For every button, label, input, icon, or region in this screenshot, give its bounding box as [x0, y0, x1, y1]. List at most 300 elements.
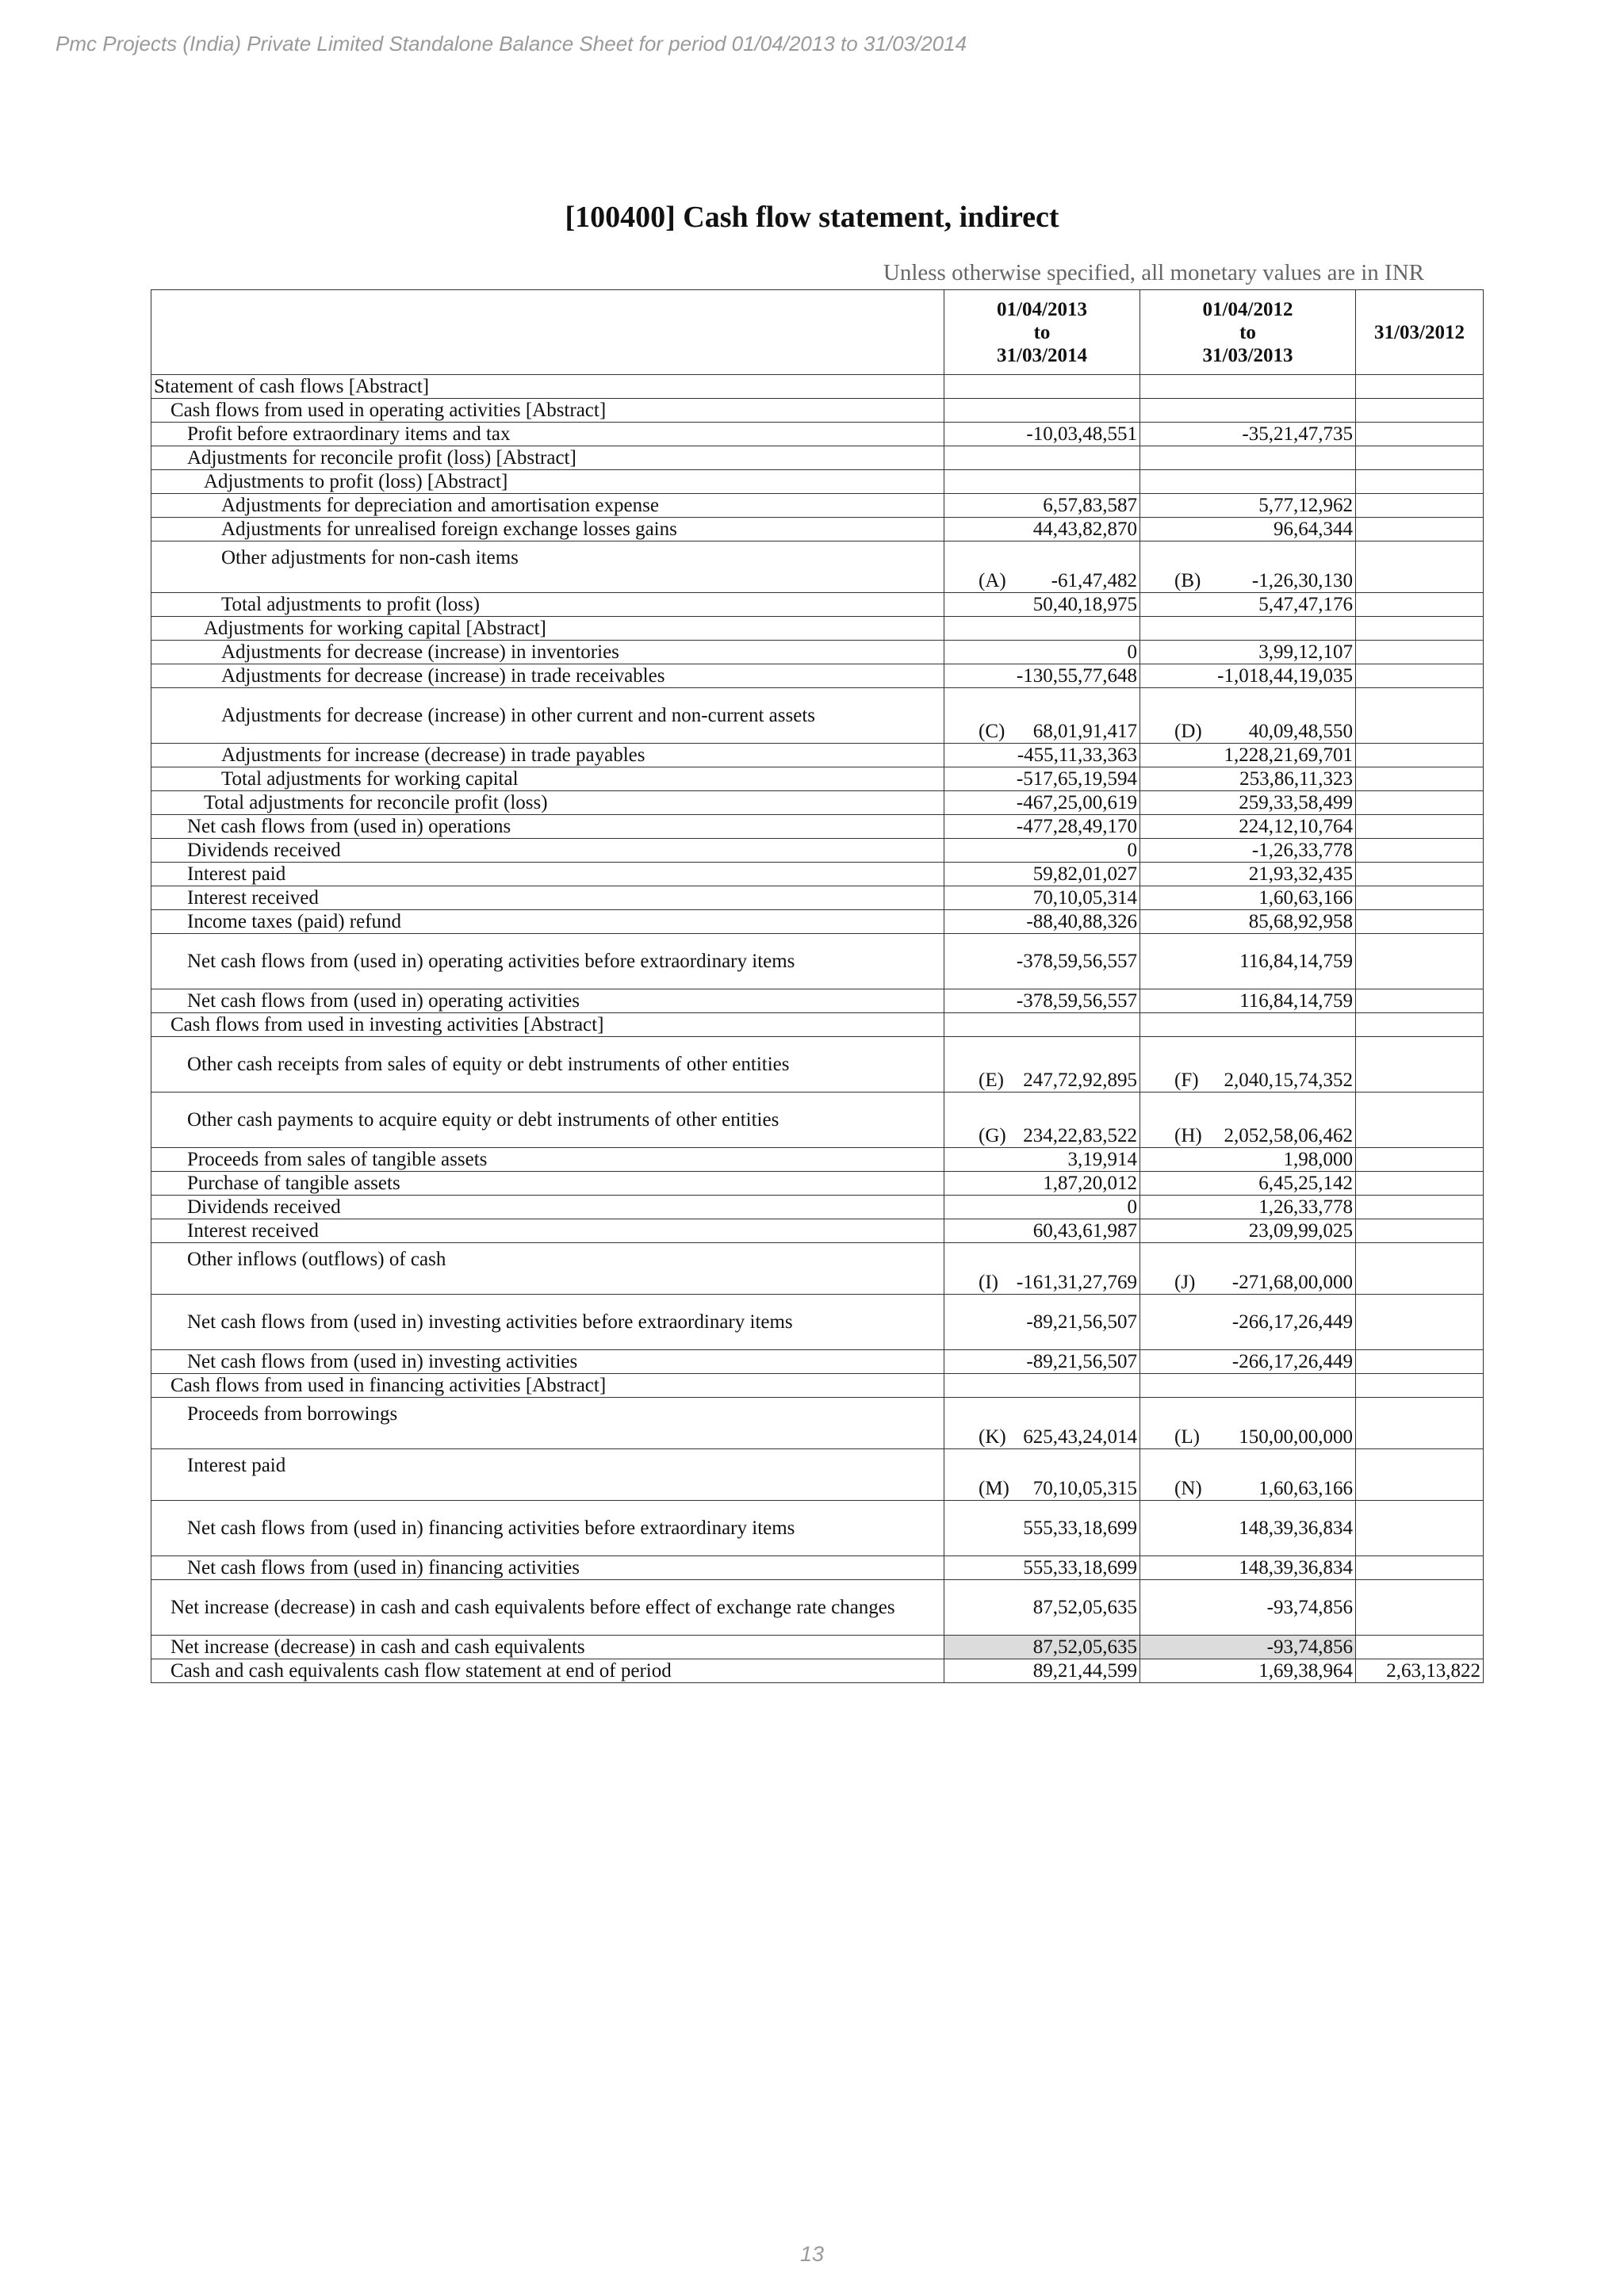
column-header-2013: [1140, 290, 1356, 375]
row-label: Adjustments for working capital [Abstract]: [151, 617, 944, 641]
value-cell: [1356, 1556, 1484, 1580]
table-row: [151, 839, 1484, 863]
value-cell: [1140, 1243, 1356, 1295]
row-label: Dividends received: [151, 1196, 944, 1219]
row-label: Total adjustments for reconcile profit (loss): [151, 791, 944, 815]
value-cell: [1140, 1037, 1356, 1093]
statement-title: [100400] Cash flow statement, indirect: [565, 201, 1059, 234]
value-cell: [1140, 375, 1356, 399]
row-label: Interest paid: [151, 1449, 944, 1501]
table-row: [151, 1013, 1484, 1037]
table-row: [151, 399, 1484, 423]
value-cell: [1140, 1350, 1356, 1374]
value-cell: [944, 1093, 1140, 1148]
column-header-2012: [1356, 290, 1484, 375]
table-header-row: [151, 290, 1484, 375]
value-text: 3,19,914: [1067, 1149, 1137, 1170]
value-cell: [1356, 767, 1484, 791]
value-cell: [1356, 1196, 1484, 1219]
table-row: [151, 886, 1484, 910]
column-header-line: to: [1033, 321, 1051, 343]
table-row: [151, 791, 1484, 815]
value-cell: [1140, 641, 1356, 664]
value-cell: [1140, 494, 1356, 518]
value-text: 1,60,63,166: [1258, 1478, 1353, 1499]
value-cell: [1356, 989, 1484, 1013]
table-row: [151, 1243, 1484, 1295]
value-cell: [944, 1172, 1140, 1196]
footnote-marker: (I): [979, 1272, 998, 1293]
value-cell: [944, 1449, 1140, 1501]
value-text: -378,59,56,557: [1016, 951, 1137, 972]
value-text: 50,40,18,975: [1032, 594, 1137, 615]
cash-flow-table: [151, 289, 1484, 1683]
value-text: 1,69,38,964: [1258, 1660, 1353, 1682]
value-cell: [1356, 1013, 1484, 1037]
value-cell: [1356, 1295, 1484, 1350]
value-cell: [944, 791, 1140, 815]
value-cell: [1356, 593, 1484, 617]
footnote-marker: (G): [979, 1125, 1006, 1146]
value-cell: [944, 767, 1140, 791]
value-cell: [944, 934, 1140, 989]
value-text: 70,10,05,315: [1032, 1478, 1137, 1499]
table-row: [151, 989, 1484, 1013]
value-cell: [1356, 494, 1484, 518]
value-cell: [1356, 423, 1484, 446]
value-text: 44,43,82,870: [1032, 519, 1137, 540]
value-cell: [1356, 1449, 1484, 1501]
value-cell: [1140, 664, 1356, 688]
value-text: 1,26,33,778: [1258, 1196, 1353, 1218]
table-row: [151, 688, 1484, 744]
value-cell: [944, 1556, 1140, 1580]
footnote-marker: (C): [979, 721, 1005, 742]
value-cell: [944, 1580, 1140, 1636]
table-row: [151, 1037, 1484, 1093]
value-cell: [1140, 1449, 1356, 1501]
value-cell: [1140, 744, 1356, 767]
row-label: Adjustments to profit (loss) [Abstract]: [151, 470, 944, 494]
value-cell: [944, 494, 1140, 518]
value-text: 2,040,15,74,352: [1224, 1070, 1353, 1091]
value-cell: [944, 1243, 1140, 1295]
value-text: 70,10,05,314: [1032, 887, 1137, 909]
row-label: Interest received: [151, 1219, 944, 1243]
row-label: Other cash receipts from sales of equity or debt instruments of other entities: [151, 1037, 944, 1093]
table-row: [151, 1350, 1484, 1374]
column-header-line: to: [1239, 321, 1256, 343]
value-cell: [1356, 1219, 1484, 1243]
value-text: 2,052,58,06,462: [1224, 1125, 1353, 1146]
value-cell: [944, 399, 1140, 423]
value-text: 148,39,36,834: [1239, 1557, 1353, 1578]
column-header-2014: [944, 290, 1140, 375]
footnote-marker: (J): [1174, 1272, 1196, 1293]
value-cell: [944, 446, 1140, 470]
value-cell: [1356, 1580, 1484, 1636]
page-header: Pmc Projects (India) Private Limited Standalone Balance Sheet for period 01/04/2013 to 31/03/2014: [56, 32, 967, 55]
value-cell: [1140, 886, 1356, 910]
value-text: 259,33,58,499: [1239, 792, 1353, 813]
value-text: 59,82,01,027: [1032, 863, 1137, 885]
value-cell: [1140, 1013, 1356, 1037]
value-text: 0: [1127, 1196, 1137, 1218]
value-cell: [1140, 446, 1356, 470]
row-label: Net cash flows from (used in) operations: [151, 815, 944, 839]
table-row: [151, 518, 1484, 541]
table-row: [151, 593, 1484, 617]
table-row: [151, 863, 1484, 886]
value-text: 21,93,32,435: [1248, 863, 1353, 885]
value-cell: [1140, 399, 1356, 423]
value-cell: [944, 593, 1140, 617]
value-cell: [1356, 886, 1484, 910]
value-text: -93,74,856: [1266, 1597, 1353, 1618]
table-row: [151, 815, 1484, 839]
value-text: -477,28,49,170: [1016, 816, 1137, 837]
row-label: Total adjustments to profit (loss): [151, 593, 944, 617]
value-cell: [1140, 815, 1356, 839]
value-text: 89,21,44,599: [1032, 1660, 1137, 1682]
row-label: Adjustments for decrease (increase) in trade receivables: [151, 664, 944, 688]
row-label: Profit before extraordinary items and tax: [151, 423, 944, 446]
value-text: 23,09,99,025: [1248, 1220, 1353, 1242]
page-number: 13: [799, 2242, 825, 2266]
row-label: Income taxes (paid) refund: [151, 910, 944, 934]
row-label: Adjustments for reconcile profit (loss) [Abstract]: [151, 446, 944, 470]
row-label: Cash flows from used in financing activities [Abstract]: [151, 1374, 944, 1398]
row-label: Other adjustments for non-cash items: [151, 541, 944, 593]
value-cell: [1356, 863, 1484, 886]
table-row: [151, 446, 1484, 470]
value-cell: [1140, 541, 1356, 593]
value-cell: [1356, 1398, 1484, 1449]
value-text: 87,52,05,635: [1032, 1636, 1137, 1658]
value-text: -93,74,856: [1266, 1636, 1353, 1658]
value-cell: [1140, 791, 1356, 815]
footnote-marker: (H): [1174, 1125, 1202, 1146]
footnote-marker: (D): [1174, 721, 1202, 742]
value-cell: [1140, 989, 1356, 1013]
value-text: 96,64,344: [1274, 519, 1353, 540]
row-label: Cash and cash equivalents cash flow statement at end of period: [151, 1659, 944, 1683]
table-row: [151, 1398, 1484, 1449]
row-label: Adjustments for decrease (increase) in other current and non-current assets: [151, 688, 944, 744]
value-cell: [1356, 446, 1484, 470]
value-cell: [1140, 1398, 1356, 1449]
value-text: -1,26,30,130: [1251, 570, 1353, 591]
value-cell: [1356, 375, 1484, 399]
value-text: 1,98,000: [1283, 1149, 1353, 1170]
value-cell: [1140, 1148, 1356, 1172]
table-row: [151, 1172, 1484, 1196]
value-cell: [1140, 767, 1356, 791]
table-row: [151, 617, 1484, 641]
value-cell: [1140, 1172, 1356, 1196]
cash-flow-rows: [151, 375, 1484, 1683]
value-text: 6,57,83,587: [1043, 495, 1137, 516]
value-text: 1,228,21,69,701: [1224, 744, 1353, 766]
value-cell: [944, 1013, 1140, 1037]
value-text: -467,25,00,619: [1016, 792, 1137, 813]
value-text: -266,17,26,449: [1231, 1351, 1353, 1372]
value-text: -35,21,47,735: [1242, 423, 1353, 445]
value-cell: [1356, 1350, 1484, 1374]
table-row: [151, 767, 1484, 791]
value-cell: [1356, 1243, 1484, 1295]
table-row: [151, 494, 1484, 518]
value-text: -89,21,56,507: [1026, 1351, 1137, 1372]
value-cell: [1140, 934, 1356, 989]
value-cell: [1140, 910, 1356, 934]
table-row: [151, 470, 1484, 494]
value-cell: [1356, 399, 1484, 423]
value-cell: [1140, 1501, 1356, 1556]
value-cell: [1140, 1636, 1356, 1659]
row-label: Net cash flows from (used in) investing activities: [151, 1350, 944, 1374]
table-row: [151, 1636, 1484, 1659]
value-text: -266,17,26,449: [1231, 1311, 1353, 1333]
footnote-marker: (N): [1174, 1478, 1202, 1499]
value-text: 87,52,05,635: [1032, 1597, 1137, 1618]
value-cell: [944, 886, 1140, 910]
row-label: Statement of cash flows [Abstract]: [151, 375, 944, 399]
value-text: 5,47,47,176: [1258, 594, 1353, 615]
value-cell: [1356, 541, 1484, 593]
value-cell: [944, 641, 1140, 664]
footnote-marker: (A): [979, 570, 1006, 591]
value-cell: [1356, 1636, 1484, 1659]
value-text: 1,60,63,166: [1258, 887, 1353, 909]
value-text: 247,72,92,895: [1023, 1070, 1137, 1091]
value-cell: [944, 664, 1140, 688]
value-cell: [1140, 688, 1356, 744]
value-cell: [1356, 1374, 1484, 1398]
value-cell: [1356, 1501, 1484, 1556]
value-cell: [1356, 470, 1484, 494]
value-text: 0: [1127, 840, 1137, 861]
column-header-line: 31/03/2014: [997, 344, 1087, 366]
value-cell: [944, 839, 1140, 863]
table-row: [151, 1374, 1484, 1398]
value-text: 555,33,18,699: [1023, 1557, 1137, 1578]
row-label: Cash flows from used in investing activities [Abstract]: [151, 1013, 944, 1037]
value-cell: [944, 375, 1140, 399]
row-label: Proceeds from borrowings: [151, 1398, 944, 1449]
value-text: -88,40,88,326: [1026, 911, 1137, 932]
row-label: Proceeds from sales of tangible assets: [151, 1148, 944, 1172]
column-header-line: 01/04/2013: [997, 298, 1087, 320]
row-label: Purchase of tangible assets: [151, 1172, 944, 1196]
value-cell: [1356, 664, 1484, 688]
table-row: [151, 1196, 1484, 1219]
value-text: -130,55,77,648: [1016, 665, 1137, 687]
value-cell: [944, 1196, 1140, 1219]
table-row: [151, 375, 1484, 399]
value-cell: [944, 688, 1140, 744]
value-text: 253,86,11,323: [1239, 768, 1353, 790]
value-text: 150,00,00,000: [1239, 1426, 1353, 1448]
currency-note: Unless otherwise specified, all monetary values are in INR: [883, 260, 1424, 285]
value-text: 2,63,13,822: [1386, 1660, 1480, 1682]
value-cell: [1356, 641, 1484, 664]
value-text: -517,65,19,594: [1016, 768, 1137, 790]
value-text: -89,21,56,507: [1026, 1311, 1137, 1333]
value-cell: [1140, 1295, 1356, 1350]
table-row: [151, 910, 1484, 934]
row-label: Cash flows from used in operating activities [Abstract]: [151, 399, 944, 423]
value-text: 40,09,48,550: [1248, 721, 1353, 742]
value-text: -455,11,33,363: [1017, 744, 1137, 766]
value-cell: [1140, 470, 1356, 494]
value-text: 1,87,20,012: [1043, 1173, 1137, 1194]
footnote-marker: (B): [1174, 570, 1201, 591]
table-row: [151, 423, 1484, 446]
value-cell: [1356, 910, 1484, 934]
value-text: 116,84,14,759: [1239, 951, 1353, 972]
value-cell: [944, 1374, 1140, 1398]
table-row: [151, 541, 1484, 593]
value-text: 5,77,12,962: [1258, 495, 1353, 516]
value-text: 148,39,36,834: [1239, 1517, 1353, 1539]
header-label-cell: [151, 290, 944, 375]
row-label: Adjustments for increase (decrease) in trade payables: [151, 744, 944, 767]
row-label: Dividends received: [151, 839, 944, 863]
value-cell: [1356, 617, 1484, 641]
value-text: 625,43,24,014: [1023, 1426, 1137, 1448]
value-cell: [1140, 617, 1356, 641]
table-row: [151, 664, 1484, 688]
value-text: 68,01,91,417: [1032, 721, 1137, 742]
row-label: Interest paid: [151, 863, 944, 886]
value-cell: [1140, 863, 1356, 886]
value-cell: [1356, 1093, 1484, 1148]
value-cell: [1140, 1196, 1356, 1219]
footnote-marker: (M): [979, 1478, 1009, 1499]
value-cell: [944, 1398, 1140, 1449]
value-text: -1,018,44,19,035: [1217, 665, 1353, 687]
value-text: -10,03,48,551: [1026, 423, 1137, 445]
row-label: Adjustments for unrealised foreign exchange losses gains: [151, 518, 944, 541]
row-label: Adjustments for depreciation and amortisation expense: [151, 494, 944, 518]
value-text: 224,12,10,764: [1239, 816, 1353, 837]
row-label: Net cash flows from (used in) operating activities: [151, 989, 944, 1013]
value-text: 555,33,18,699: [1023, 1517, 1137, 1539]
value-cell: [1356, 934, 1484, 989]
row-label: Net cash flows from (used in) financing activities before extraordinary items: [151, 1501, 944, 1556]
row-label: Net cash flows from (used in) financing activities: [151, 1556, 944, 1580]
value-cell: [1356, 518, 1484, 541]
value-text: -61,47,482: [1051, 570, 1137, 591]
value-cell: [1356, 1148, 1484, 1172]
value-cell: [944, 1636, 1140, 1659]
value-cell: [944, 863, 1140, 886]
value-text: 3,99,12,107: [1258, 641, 1353, 663]
value-cell: [944, 518, 1140, 541]
value-cell: [1356, 1172, 1484, 1196]
value-text: 116,84,14,759: [1239, 990, 1353, 1012]
value-cell: [1140, 839, 1356, 863]
value-text: 6,45,25,142: [1258, 1173, 1353, 1194]
value-cell: [944, 423, 1140, 446]
table-row: [151, 1093, 1484, 1148]
table-row: [151, 1501, 1484, 1556]
footnote-marker: (E): [979, 1070, 1004, 1091]
value-cell: [1356, 815, 1484, 839]
row-label: Other inflows (outflows) of cash: [151, 1243, 944, 1295]
value-cell: [1140, 1093, 1356, 1148]
value-cell: [944, 1350, 1140, 1374]
value-cell: [944, 1219, 1140, 1243]
value-cell: [944, 1037, 1140, 1093]
value-cell: [1140, 1659, 1356, 1683]
table-row: [151, 1148, 1484, 1172]
value-cell: [1140, 593, 1356, 617]
table-row: [151, 1295, 1484, 1350]
value-cell: [1356, 1037, 1484, 1093]
value-text: 85,68,92,958: [1248, 911, 1353, 932]
table-row: [151, 1449, 1484, 1501]
value-cell: [1356, 744, 1484, 767]
value-cell: [944, 1501, 1140, 1556]
value-cell: [1356, 1659, 1484, 1683]
value-cell: [1140, 1374, 1356, 1398]
row-label: Net cash flows from (used in) operating activities before extraordinary items: [151, 934, 944, 989]
table-row: [151, 744, 1484, 767]
value-cell: [944, 744, 1140, 767]
value-text: 0: [1127, 641, 1137, 663]
value-cell: [1356, 839, 1484, 863]
value-cell: [944, 989, 1140, 1013]
column-header-line: 01/04/2012: [1202, 298, 1293, 320]
value-cell: [944, 1659, 1140, 1683]
table-row: [151, 1580, 1484, 1636]
row-label: Net increase (decrease) in cash and cash equivalents before effect of exchange rate changes: [151, 1580, 944, 1636]
value-cell: [1140, 518, 1356, 541]
value-text: 60,43,61,987: [1032, 1220, 1137, 1242]
value-cell: [944, 815, 1140, 839]
footnote-marker: (K): [979, 1426, 1006, 1448]
value-text: -378,59,56,557: [1016, 990, 1137, 1012]
value-cell: [944, 541, 1140, 593]
column-header-line: 31/03/2012: [1374, 321, 1465, 343]
table-row: [151, 641, 1484, 664]
footnote-marker: (F): [1174, 1070, 1199, 1091]
table-row: [151, 934, 1484, 989]
table-row: [151, 1659, 1484, 1683]
row-label: Interest received: [151, 886, 944, 910]
value-text: 234,22,83,522: [1023, 1125, 1137, 1146]
value-cell: [944, 1148, 1140, 1172]
row-label: Adjustments for decrease (increase) in inventories: [151, 641, 944, 664]
value-text: -271,68,00,000: [1231, 1272, 1353, 1293]
row-label: Other cash payments to acquire equity or debt instruments of other entities: [151, 1093, 944, 1148]
value-cell: [1140, 423, 1356, 446]
value-cell: [944, 910, 1140, 934]
row-label: Net increase (decrease) in cash and cash equivalents: [151, 1636, 944, 1659]
value-cell: [944, 617, 1140, 641]
value-cell: [1356, 791, 1484, 815]
row-label: Total adjustments for working capital: [151, 767, 944, 791]
value-text: -161,31,27,769: [1016, 1272, 1137, 1293]
value-cell: [1140, 1556, 1356, 1580]
column-header-line: 31/03/2013: [1202, 344, 1293, 366]
value-cell: [1356, 688, 1484, 744]
footnote-marker: (L): [1174, 1426, 1200, 1448]
table-row: [151, 1556, 1484, 1580]
value-cell: [1140, 1580, 1356, 1636]
